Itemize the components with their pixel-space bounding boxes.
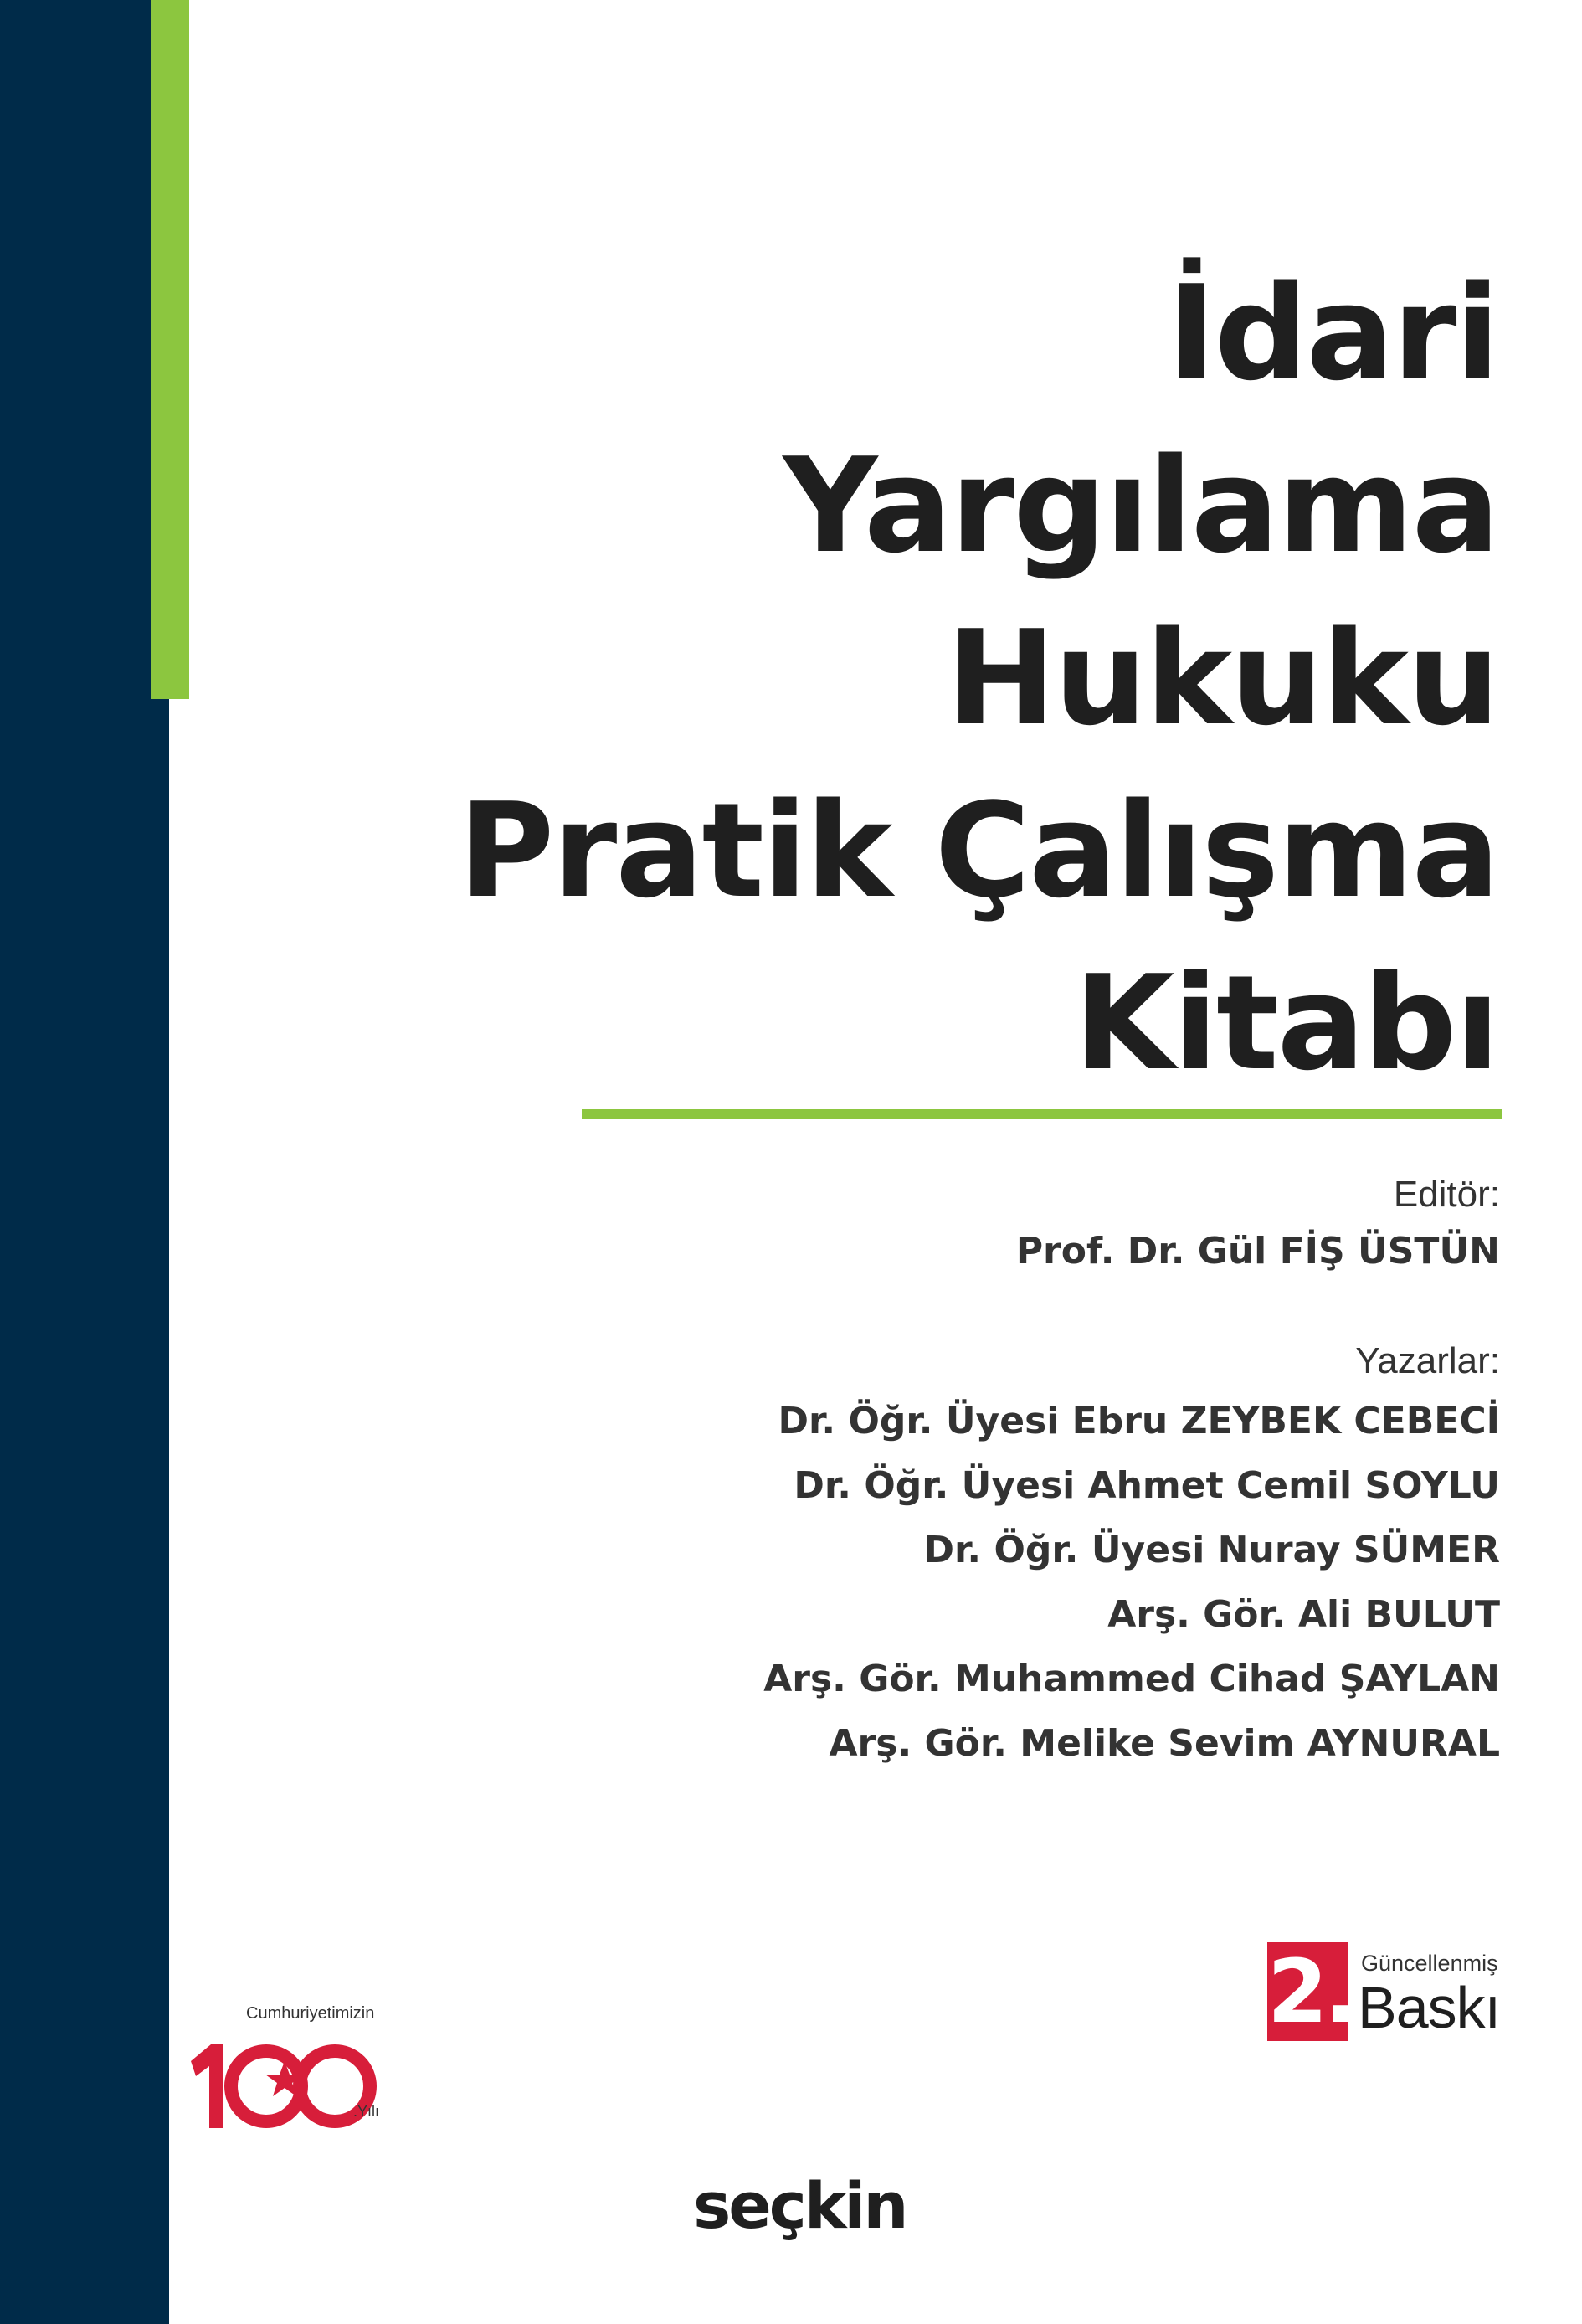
spine-accent-bar <box>151 0 189 699</box>
book-title <box>459 247 1498 1109</box>
title-line-4: Pratik Çalışma <box>458 774 1498 927</box>
anniversary-top-text: Cumhuriyetimizin <box>246 2004 375 2023</box>
editor-name: Prof. Dr. Gül FİŞ ÜSTÜN <box>1015 1230 1500 1273</box>
title-line-3: Hukuku <box>946 602 1498 754</box>
title-divider <box>582 1109 1502 1119</box>
editor-label: Editör: <box>1393 1174 1500 1215</box>
edition-number: 2. <box>1267 1941 1354 2043</box>
authors-label: Yazarlar: <box>1355 1340 1500 1381</box>
title-line-2: Yargılama <box>783 429 1498 582</box>
authors-list <box>763 1389 1500 1776</box>
edition-label: Baskı <box>1358 1975 1501 2040</box>
author-name: Dr. Öğr. Üyesi Ebru ZEYBEK CEBECİ <box>778 1400 1500 1442</box>
title-line-1: İdari <box>1167 257 1498 409</box>
author-name: Dr. Öğr. Üyesi Nuray SÜMER <box>923 1529 1500 1571</box>
cover-spine-band <box>0 0 169 2324</box>
author-name: Arş. Gör. Muhammed Cihad ŞAYLAN <box>763 1658 1500 1700</box>
author-name: Arş. Gör. Melike Sevim AYNURAL <box>829 1722 1500 1765</box>
credits-block <box>763 1168 1500 1776</box>
edition-subtitle: Güncellenmiş <box>1361 1951 1498 1976</box>
anniversary-bottom-text: .Yılı <box>353 2103 380 2120</box>
edition-badge <box>1267 1942 1518 2043</box>
publisher-logo: seçkin <box>693 2168 907 2243</box>
title-line-5: Kitabı <box>1073 947 1498 1099</box>
author-name: Arş. Gör. Ali BULUT <box>1107 1593 1500 1636</box>
republic-100-logo <box>186 2001 395 2143</box>
author-name: Dr. Öğr. Üyesi Ahmet Cemil SOYLU <box>794 1464 1500 1507</box>
